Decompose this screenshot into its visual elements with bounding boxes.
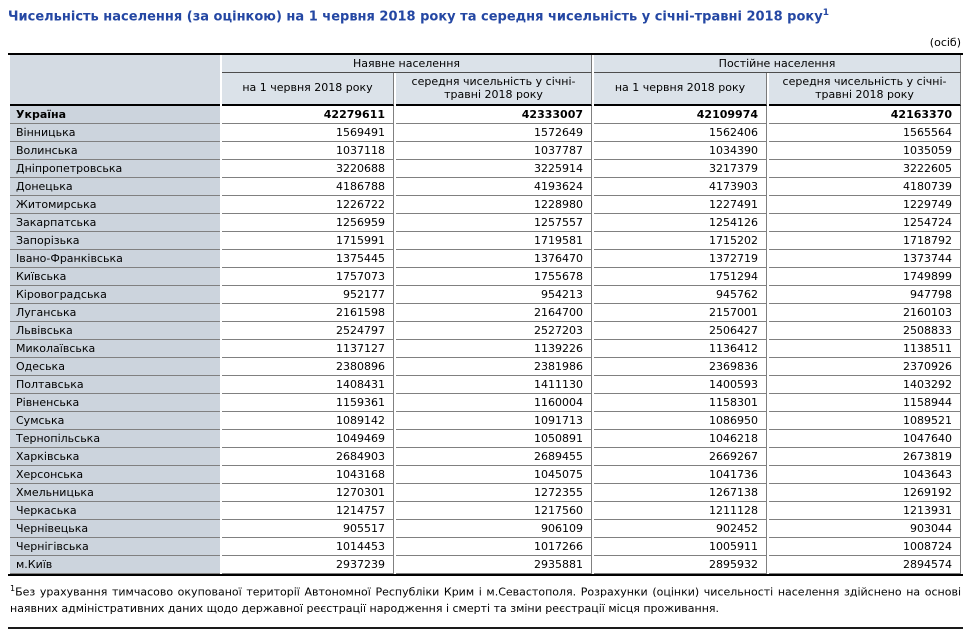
population-value-cell: 1014453 [222, 538, 394, 556]
population-value-cell: 2937239 [222, 556, 394, 574]
region-name-cell: Сумська [10, 412, 220, 430]
population-value-cell: 1228980 [396, 196, 592, 214]
sub-header-present-average: середня чисельність у січні-травні 2018 року [396, 73, 592, 107]
population-value-cell: 2673819 [769, 448, 961, 466]
population-value-cell: 4186788 [222, 178, 394, 196]
population-value-cell: 906109 [396, 520, 592, 538]
region-name-cell: Одеська [10, 358, 220, 376]
table-row [10, 124, 961, 142]
region-name-cell: Донецька [10, 178, 220, 196]
page-title-text: Чисельність населення (за оцінкою) на 1 червня 2018 року та середня чисельність у січні-травні 2018 року [8, 9, 823, 25]
table-row [10, 466, 961, 484]
table-row [10, 214, 961, 232]
population-value-cell: 4193624 [396, 178, 592, 196]
population-value-cell: 1267138 [594, 484, 767, 502]
table-row [10, 322, 961, 340]
table-row [10, 484, 961, 502]
region-name-cell: Львівська [10, 322, 220, 340]
population-value-cell: 3220688 [222, 160, 394, 178]
population-value-cell: 1375445 [222, 250, 394, 268]
population-value-cell: 1037787 [396, 142, 592, 160]
population-value-cell: 1755678 [396, 268, 592, 286]
region-name-cell: Івано-Франківська [10, 250, 220, 268]
footnote [10, 583, 961, 617]
region-name-cell: Запорізька [10, 232, 220, 250]
table-row [10, 448, 961, 466]
population-value-cell: 1373744 [769, 250, 961, 268]
region-name-cell: Полтавська [10, 376, 220, 394]
region-name-cell: Волинська [10, 142, 220, 160]
region-name-cell: Дніпропетровська [10, 160, 220, 178]
population-value-cell: 1047640 [769, 430, 961, 448]
region-name-cell: Черкаська [10, 502, 220, 520]
population-value-cell: 1715202 [594, 232, 767, 250]
population-value-cell: 2527203 [396, 322, 592, 340]
region-name-cell: Кіровоградська [10, 286, 220, 304]
population-value-cell: 1214757 [222, 502, 394, 520]
population-value-cell: 1376470 [396, 250, 592, 268]
population-value-cell: 1569491 [222, 124, 394, 142]
header-group-row [10, 55, 961, 73]
population-value-cell: 1572649 [396, 124, 592, 142]
population-value-cell: 1718792 [769, 232, 961, 250]
unit-label: (осіб) [929, 35, 961, 49]
population-value-cell: 1749899 [769, 268, 961, 286]
table-row [10, 196, 961, 214]
region-name-cell: Хмельницька [10, 484, 220, 502]
population-value-cell: 952177 [222, 286, 394, 304]
population-value-cell: 954213 [396, 286, 592, 304]
population-value-cell: 1037118 [222, 142, 394, 160]
population-value-cell: 1217560 [396, 502, 592, 520]
population-value-cell: 905517 [222, 520, 394, 538]
population-value-cell: 1089142 [222, 412, 394, 430]
population-value-cell: 1719581 [396, 232, 592, 250]
table-row [10, 178, 961, 196]
population-value-cell: 3225914 [396, 160, 592, 178]
population-value-cell: 3217379 [594, 160, 767, 178]
population-value-cell: 1158944 [769, 394, 961, 412]
population-value-cell: 1213931 [769, 502, 961, 520]
population-value-cell: 1089521 [769, 412, 961, 430]
population-value-cell: 1565564 [769, 124, 961, 142]
region-name-cell: Харківська [10, 448, 220, 466]
population-value-cell: 2161598 [222, 304, 394, 322]
population-value-cell: 42163370 [769, 106, 961, 124]
footnote-mark: 1 [10, 584, 16, 594]
population-value-cell: 1269192 [769, 484, 961, 502]
page-title [8, 8, 963, 26]
population-value-cell: 2894574 [769, 556, 961, 574]
population-value-cell: 2684903 [222, 448, 394, 466]
population-value-cell: 1562406 [594, 124, 767, 142]
population-value-cell: 2895932 [594, 556, 767, 574]
population-value-cell: 2935881 [396, 556, 592, 574]
population-value-cell: 1091713 [396, 412, 592, 430]
population-value-cell: 1757073 [222, 268, 394, 286]
table-row [10, 412, 961, 430]
population-value-cell: 42333007 [396, 106, 592, 124]
population-value-cell: 2524797 [222, 322, 394, 340]
population-value-cell: 1045075 [396, 466, 592, 484]
region-name-cell: Рівненська [10, 394, 220, 412]
population-value-cell: 1050891 [396, 430, 592, 448]
population-value-cell: 42279611 [222, 106, 394, 124]
population-table [8, 53, 963, 577]
table-row [10, 376, 961, 394]
population-value-cell: 2380896 [222, 358, 394, 376]
population-value-cell: 2157001 [594, 304, 767, 322]
group-header-permanent: Постійне населення [594, 55, 961, 73]
population-value-cell: 1005911 [594, 538, 767, 556]
table-row [10, 556, 961, 574]
sub-header-present-date: на 1 червня 2018 року [222, 73, 394, 107]
population-value-cell: 1008724 [769, 538, 961, 556]
table-row [10, 286, 961, 304]
population-value-cell: 1272355 [396, 484, 592, 502]
table-row [10, 538, 961, 556]
population-value-cell: 1046218 [594, 430, 767, 448]
population-value-cell: 1372719 [594, 250, 767, 268]
table-row [10, 142, 961, 160]
population-value-cell: 2669267 [594, 448, 767, 466]
region-name-cell: Луганська [10, 304, 220, 322]
population-value-cell: 1043643 [769, 466, 961, 484]
population-value-cell: 2370926 [769, 358, 961, 376]
table-row [10, 358, 961, 376]
population-value-cell: 1226722 [222, 196, 394, 214]
region-name-cell: Житомирська [10, 196, 220, 214]
region-name-cell: Вінницька [10, 124, 220, 142]
table-row [10, 430, 961, 448]
population-value-cell: 2369836 [594, 358, 767, 376]
table-row [10, 394, 961, 412]
region-name-cell: Чернігівська [10, 538, 220, 556]
population-value-cell: 1408431 [222, 376, 394, 394]
table-row [10, 232, 961, 250]
population-value-cell: 1049469 [222, 430, 394, 448]
population-value-cell: 1270301 [222, 484, 394, 502]
region-name-cell: Київська [10, 268, 220, 286]
population-value-cell: 4173903 [594, 178, 767, 196]
table-row [10, 340, 961, 358]
population-value-cell: 1227491 [594, 196, 767, 214]
population-value-cell: 903044 [769, 520, 961, 538]
region-name-cell: Закарпатська [10, 214, 220, 232]
region-name-cell: Миколаївська [10, 340, 220, 358]
population-value-cell: 1229749 [769, 196, 961, 214]
sub-header-permanent-date: на 1 червня 2018 року [594, 73, 767, 107]
population-value-cell: 1139226 [396, 340, 592, 358]
population-value-cell: 1034390 [594, 142, 767, 160]
population-value-cell: 1403292 [769, 376, 961, 394]
population-value-cell: 42109974 [594, 106, 767, 124]
region-name-cell: м.Київ [10, 556, 220, 574]
group-header-present: Наявне населення [222, 55, 592, 73]
population-value-cell: 1751294 [594, 268, 767, 286]
population-value-cell: 1254126 [594, 214, 767, 232]
population-value-cell: 1138511 [769, 340, 961, 358]
population-value-cell: 1041736 [594, 466, 767, 484]
population-value-cell: 1257557 [396, 214, 592, 232]
table-row [10, 304, 961, 322]
table-row [10, 268, 961, 286]
population-value-cell: 1137127 [222, 340, 394, 358]
region-name-cell: Херсонська [10, 466, 220, 484]
population-value-cell: 1159361 [222, 394, 394, 412]
population-value-cell: 1043168 [222, 466, 394, 484]
population-value-cell: 2381986 [396, 358, 592, 376]
population-value-cell: 945762 [594, 286, 767, 304]
population-value-cell: 902452 [594, 520, 767, 538]
population-value-cell: 1256959 [222, 214, 394, 232]
population-value-cell: 3222605 [769, 160, 961, 178]
table-body [10, 106, 961, 574]
footnote-text: Без урахування тимчасово окупованої території Автономної Республіки Крим і м.Севастополя. Розрахунки (оцінки) чисельності населення здійснено на основі наявних адміністративних даних щодо державної реєстрації народження і смерті та зміни реєстрації місця проживання. [10, 585, 961, 615]
table-row [10, 106, 961, 124]
table-row [10, 502, 961, 520]
corner-cell [10, 55, 220, 107]
population-value-cell: 1715991 [222, 232, 394, 250]
title-footnote-mark: 1 [822, 8, 829, 18]
population-value-cell: 1160004 [396, 394, 592, 412]
population-value-cell: 947798 [769, 286, 961, 304]
population-value-cell: 1086950 [594, 412, 767, 430]
population-value-cell: 2160103 [769, 304, 961, 322]
population-value-cell: 1411130 [396, 376, 592, 394]
population-value-cell: 1158301 [594, 394, 767, 412]
table-row [10, 250, 961, 268]
region-name-cell: Чернівецька [10, 520, 220, 538]
bottom-divider [8, 627, 963, 629]
population-value-cell: 1136412 [594, 340, 767, 358]
population-value-cell: 1400593 [594, 376, 767, 394]
population-value-cell: 1211128 [594, 502, 767, 520]
population-value-cell: 1017266 [396, 538, 592, 556]
table-row [10, 520, 961, 538]
population-value-cell: 4180739 [769, 178, 961, 196]
population-value-cell: 1035059 [769, 142, 961, 160]
table-row [10, 160, 961, 178]
population-value-cell: 2689455 [396, 448, 592, 466]
population-value-cell: 2164700 [396, 304, 592, 322]
population-value-cell: 2506427 [594, 322, 767, 340]
population-value-cell: 1254724 [769, 214, 961, 232]
population-value-cell: 2508833 [769, 322, 961, 340]
region-name-cell: Україна [10, 106, 220, 124]
sub-header-permanent-average: середня чисельність у січні-травні 2018 року [769, 73, 961, 107]
region-name-cell: Тернопільська [10, 430, 220, 448]
